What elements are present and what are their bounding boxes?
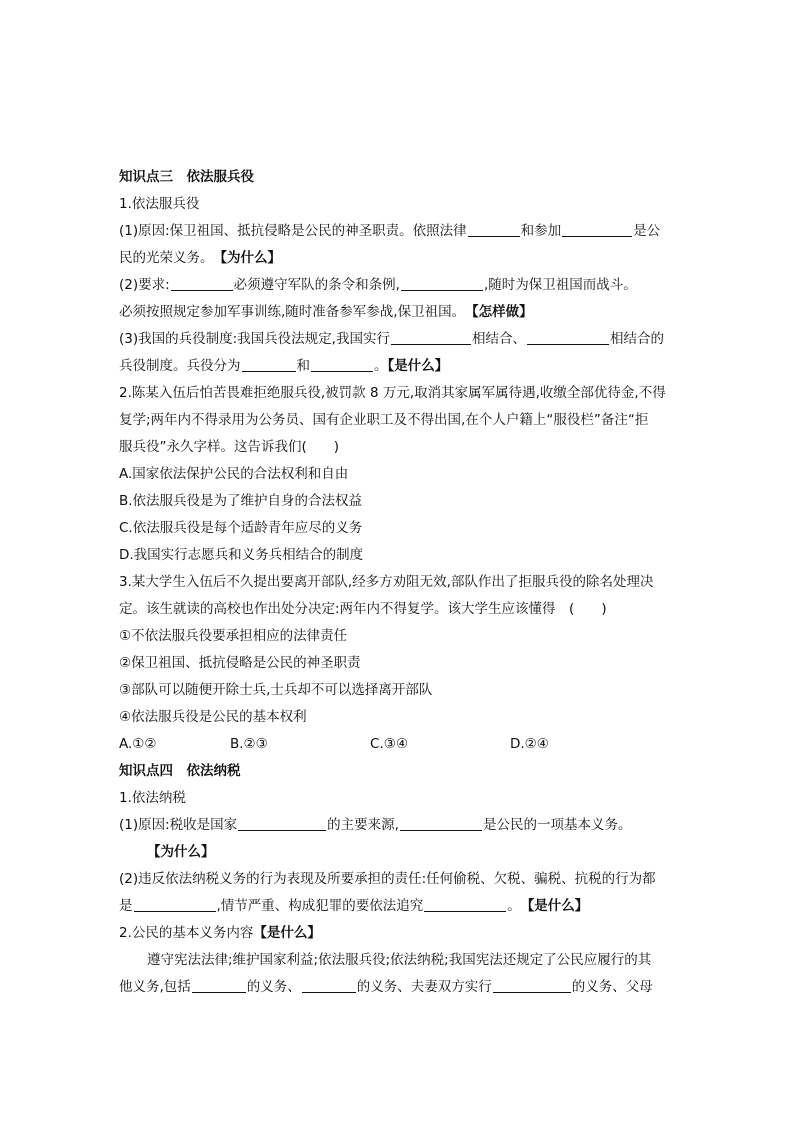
hint-tag: 【为什么】 — [147, 844, 215, 860]
question3-item-4: ④依法服兵役是公民的基本权利 — [119, 709, 307, 725]
blank — [562, 221, 632, 237]
text: 是 — [119, 898, 133, 914]
blank — [311, 356, 373, 372]
section4-q2-line2 — [119, 974, 679, 1001]
text: 兵役制度。兵役分为 — [119, 358, 241, 374]
text: 民的光荣义务。 — [119, 250, 207, 266]
question2-option-d: D.我国实行志愿兵和义务兵相结合的制度 — [119, 547, 364, 563]
section3-p3-line1 — [119, 326, 679, 353]
text: (3)我国的兵役制度:我国兵役法规定,我国实行 — [119, 331, 390, 347]
section4-p2-line2 — [119, 893, 679, 920]
text: 是公民的一项基本义务。 — [482, 817, 632, 833]
text: 。 — [374, 358, 388, 374]
section4-q2-line1: 遵守宪法法律;维护国家利益;依法服兵役;依法纳税;我国宪法还规定了公民应履行的其 — [147, 952, 652, 968]
text: 的主要来源, — [327, 817, 399, 833]
question2-option-c: C.依法服兵役是每个适龄青年应尽的义务 — [119, 520, 363, 536]
blank — [238, 815, 326, 831]
blank — [424, 896, 506, 912]
hint-tag: 【是什么】 — [527, 898, 589, 914]
blank — [468, 221, 520, 237]
section3-p3-line2 — [119, 353, 679, 380]
text: 相结合、 — [471, 331, 526, 347]
question2-line2: 复学;两年内不得录用为公务员、国有企业职工及不得出国,在个人户籍上“服役栏”备注“拒 — [119, 412, 649, 428]
question2-option-b: B.依法服兵役是为了维护自身的合法权益 — [119, 493, 363, 509]
section4-q1-heading: 1.依法纳税 — [119, 790, 186, 806]
section4-q2-heading — [119, 920, 679, 947]
hint-tag: 【怎样做】 — [471, 304, 533, 320]
hint-tag: 【是什么】 — [253, 925, 321, 941]
question3-choices — [119, 731, 679, 758]
section3-p1-line2 — [119, 245, 679, 272]
text: 相结合的 — [609, 331, 664, 347]
text: (2)要求: — [119, 277, 170, 293]
text: 和 — [296, 358, 310, 374]
question2-line3: 服兵役”永久字样。这告诉我们( ) — [119, 439, 340, 455]
question3-item-2: ②保卫祖国、抵抗侵略是公民的神圣职责 — [119, 655, 361, 671]
text: 。 — [507, 898, 515, 914]
text: 是公 — [633, 223, 661, 239]
text: (1)原因:税收是国家 — [119, 817, 238, 833]
section4-p1-line1 — [119, 812, 679, 839]
text: ,情节严重、构成犯罪的要依法追究 — [216, 898, 424, 914]
choice-d: D.②④ — [510, 736, 549, 752]
blank — [242, 356, 296, 372]
blank — [192, 977, 246, 993]
blank — [171, 275, 233, 291]
text: 和参加 — [520, 223, 562, 239]
hint-tag: 【是什么】 — [387, 358, 449, 374]
blank — [391, 329, 471, 345]
blank — [401, 275, 483, 291]
blank — [302, 977, 356, 993]
question3-item-3: ③部队可以随便开除士兵,士兵却不可以选择离开部队 — [119, 682, 433, 698]
blank — [493, 977, 571, 993]
blank — [134, 896, 216, 912]
question3-item-1: ①不依法服兵役要承担相应的法律责任 — [119, 628, 348, 644]
text: 的义务、父母 — [571, 979, 653, 995]
section3-p2-line2 — [119, 299, 679, 326]
text: 他义务,包括 — [119, 979, 191, 995]
section4-p2-line1: (2)违反依法纳税义务的行为表现及所要承担的责任:任何偷税、欠税、骗税、抗税的行为都 — [119, 871, 656, 887]
choice-c: C.③④ — [370, 736, 408, 752]
section3-title: 知识点三 依法服兵役 — [119, 169, 254, 185]
question3-line1: 3.某大学生入伍后不久提出要离开部队,经多方劝阻无效,部队作出了拒服兵役的除名处理决 — [119, 574, 654, 590]
section3-p2-line1 — [119, 272, 679, 299]
section4-p1-line2 — [119, 839, 679, 866]
question2-option-a: A.国家依法保护公民的合法权利和自由 — [119, 466, 349, 482]
text: 2.公民的基本义务内容 — [119, 925, 254, 941]
choice-b: B.②③ — [230, 736, 268, 752]
text: 必须遵守军队的条令和条例, — [233, 277, 400, 293]
hint-tag: 【为什么】 — [220, 250, 281, 266]
section3-p1-line1 — [119, 218, 679, 245]
question3-line2: 定。该生就读的高校也作出处分决定:两年内不得复学。该大学生应该懂得 ( ) — [119, 601, 607, 617]
text: (1)原因:保卫祖国、抵抗侵略是公民的神圣职责。依照法律 — [119, 223, 467, 239]
text: 的义务、夫妻双方实行 — [356, 979, 492, 995]
section4-title: 知识点四 依法纳税 — [119, 763, 241, 779]
blank — [400, 815, 482, 831]
text: 的义务、 — [246, 979, 301, 995]
question2-line1: 2.陈某入伍后怕苦畏难拒绝服兵役,被罚款 8 万元,取消其家属军属待遇,收缴全部优待金,不得 — [119, 385, 666, 401]
choice-a: A.①② — [119, 736, 157, 752]
document-body — [119, 164, 679, 1001]
section3-q1-heading: 1.依法服兵役 — [119, 196, 200, 212]
text: ,随时为保卫祖国而战斗。 — [483, 277, 637, 293]
text: 必须按照规定参加军事训练,随时准备参军参战,保卫祖国。 — [119, 304, 459, 320]
blank — [527, 329, 609, 345]
